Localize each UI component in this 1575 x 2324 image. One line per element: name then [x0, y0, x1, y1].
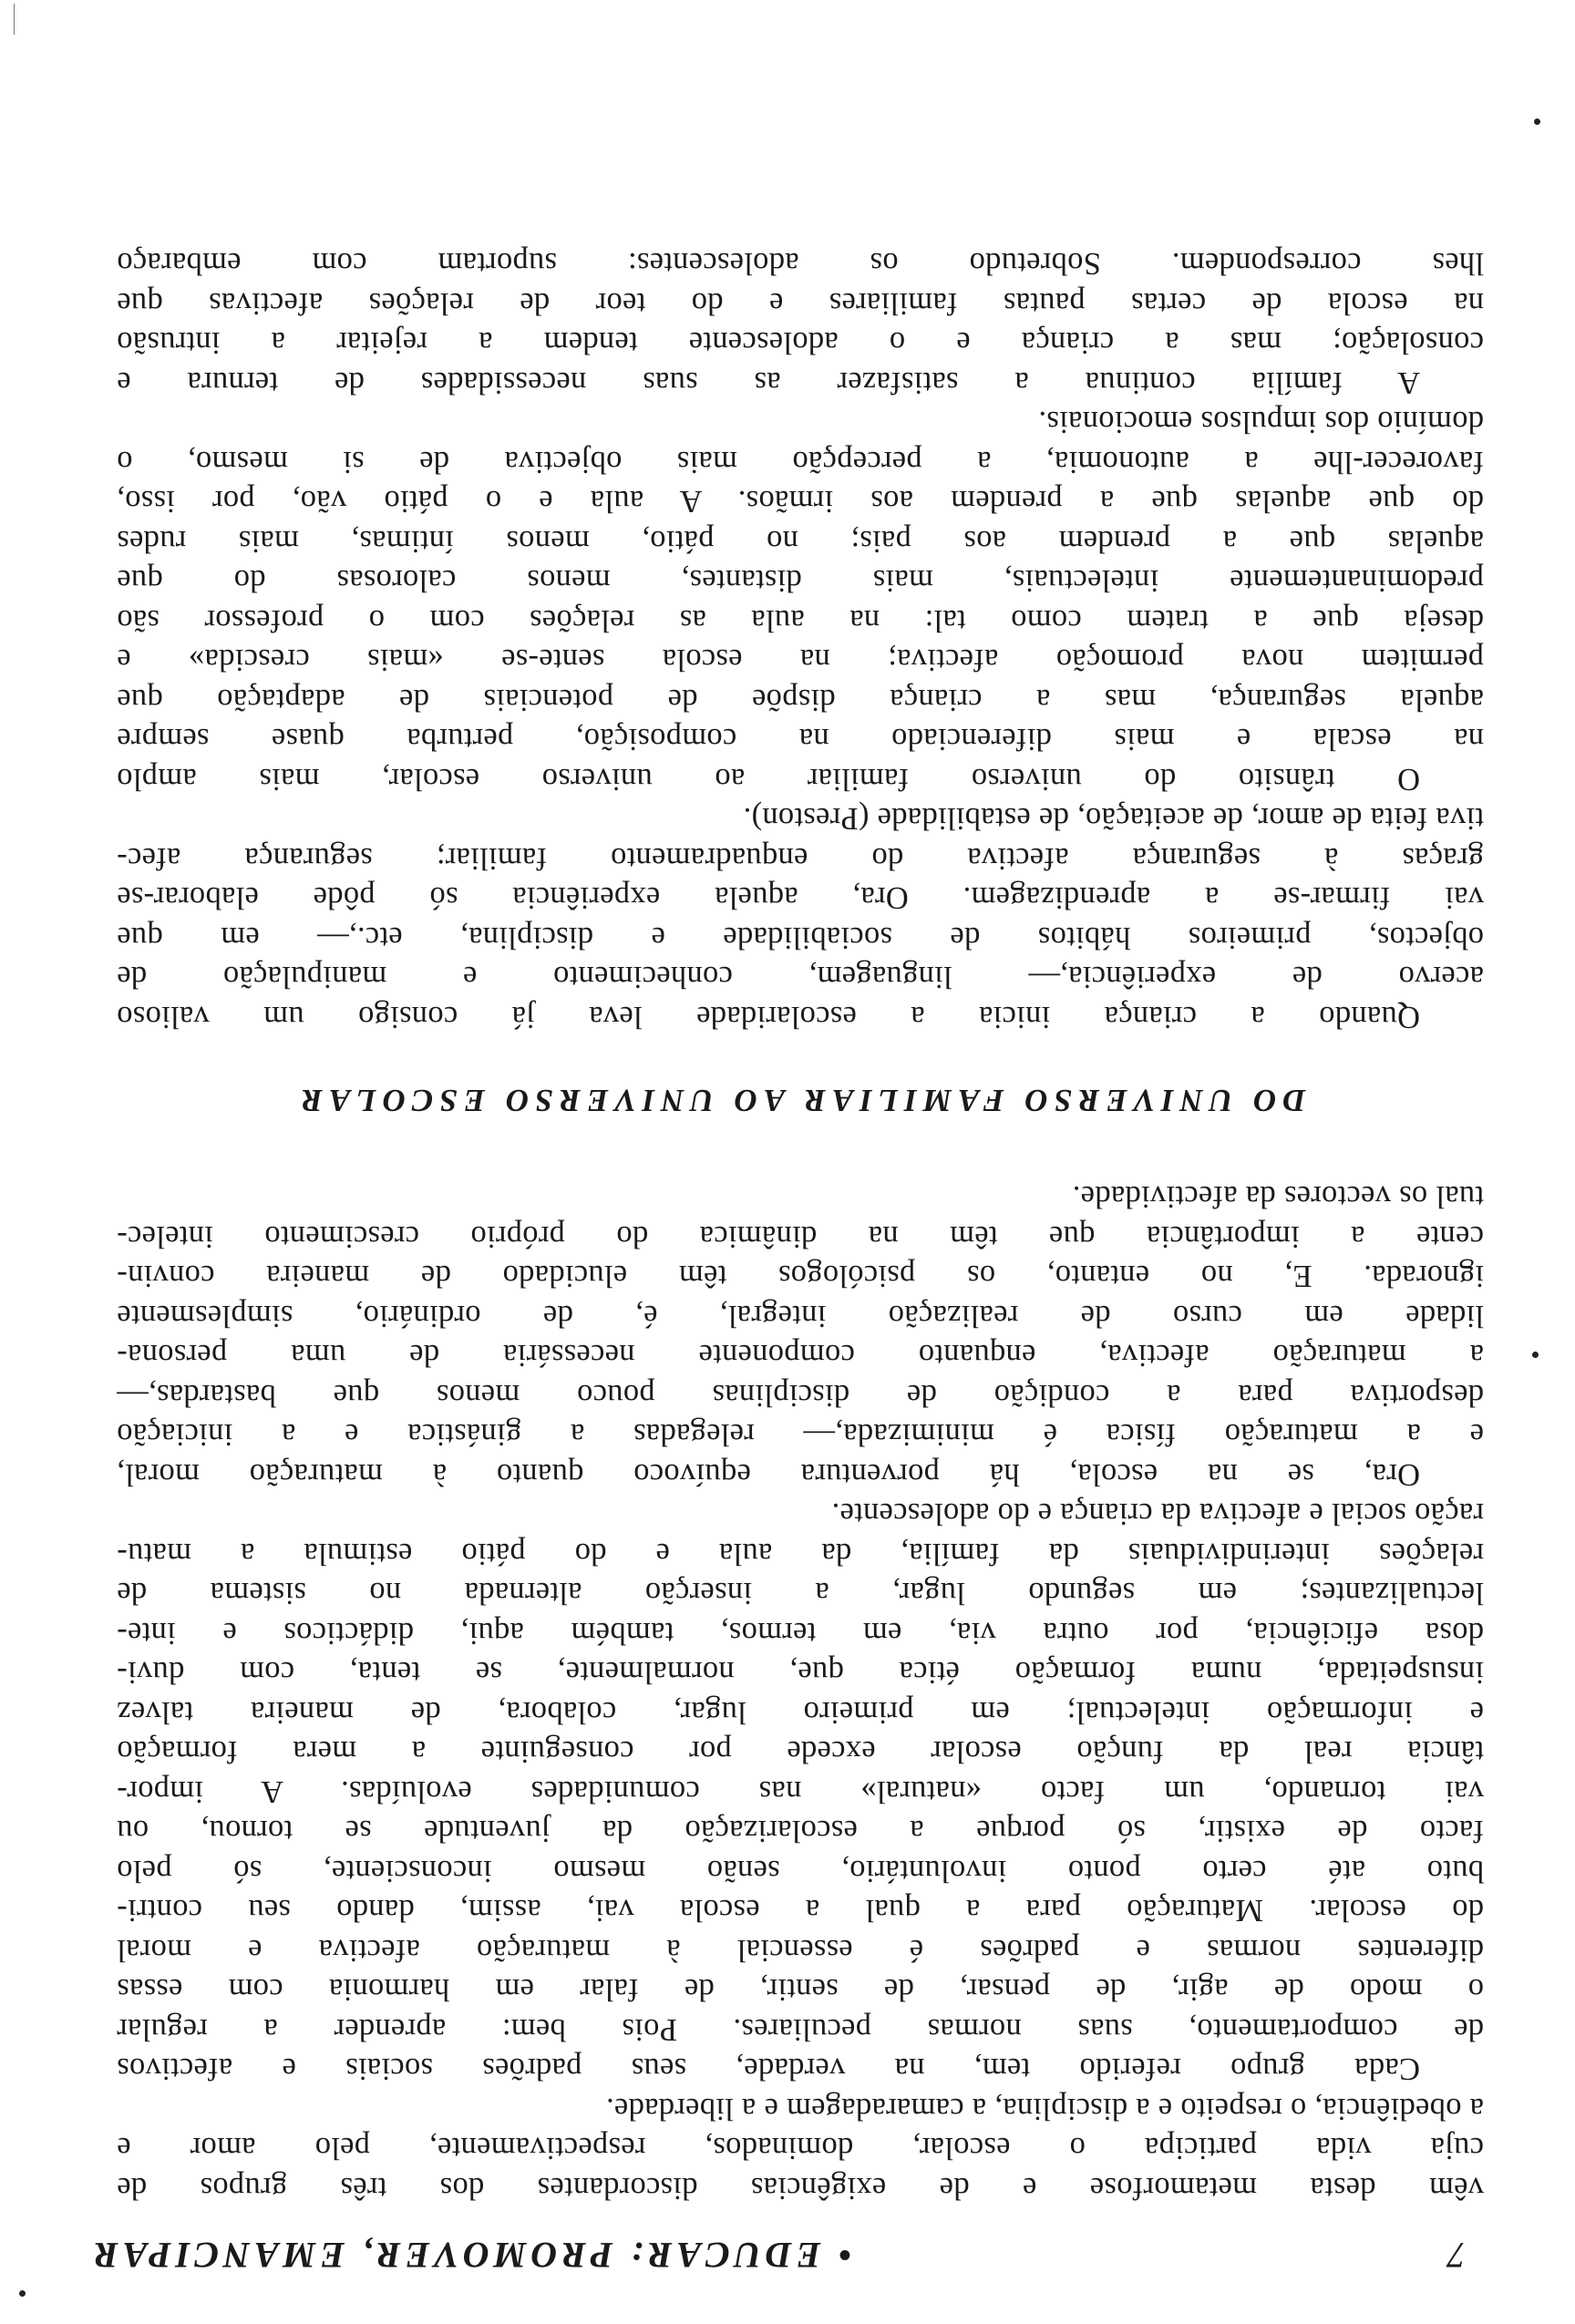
text-line: consolação; mas a criança e o adolescente tendem a rejeitar a intrusão	[117, 325, 1484, 361]
text-line: dosa eficiência, por outra via, em termos, também aqui, didácticos e inte-	[117, 1616, 1484, 1650]
margin-dot	[1532, 1352, 1539, 1358]
text-line: predominantemente intelectuais, mais distantes, menos calorosas do que	[117, 563, 1484, 599]
paragraph	[117, 243, 1484, 402]
edge-mark	[14, 4, 15, 35]
text-line: Ora, se na escola, há porventura equívoco quanto à maturação moral,	[117, 1457, 1420, 1492]
paragraph	[117, 1494, 1484, 2089]
text-line: e informação intelectual; em primeiro lugar, colabora, de maneira talvez	[117, 1695, 1484, 1730]
text-line: A família continua a satisfazer as suas necessidades de ternura e	[117, 365, 1420, 400]
text-line: acervo de experiência,— linguagem, conhecimento e manipulação de	[117, 960, 1484, 995]
text-line: na escala e mais diferenciado na composição, perturba quase sempre	[117, 722, 1484, 757]
paragraph	[117, 402, 1484, 798]
page-content	[89, 243, 1484, 2280]
text-line: do escolar. Maturação para a qual a escola vai, assim, dando seu contri-	[117, 1893, 1484, 1928]
text-line: tual os vectores da afectividade.	[1072, 1179, 1484, 1215]
text-line: facto de existir, só porque a escolarização da juventude se tornou, ou	[117, 1814, 1484, 1849]
text-line: deseja que a tratem como tal: na aula as relações com o professor são	[117, 603, 1484, 638]
text-line: O trânsito do universo familiar ao universo escolar, mais amplo	[117, 762, 1420, 797]
text-line: Quando a criança inicia a escolaridade leva já consigo um valioso	[117, 1000, 1420, 1034]
text-line: e a maturação física é minimizada,— relegadas a ginástica e a iniciação	[117, 1417, 1484, 1453]
text-line: lectualizantes; em segundo lugar, a inserção alternada no sistema de	[117, 1576, 1484, 1611]
running-head-title: • EDUCAR: PROMOVER, EMANCIPAR	[89, 2235, 852, 2276]
text-line: favorecer-lhe a autonomia, a percepção mais objectiva de si mesmo, o	[117, 445, 1484, 479]
text-line: de comportamento, suas normas peculiares. Pois bem: aprender a regular	[117, 2012, 1484, 2047]
paragraph	[117, 1177, 1484, 1494]
text-line: cuja vida participa o escolar, dominados, respectivamente, pelo amor e	[117, 2131, 1484, 2166]
text-line: vêm desta metamorfose e de exigências discordantes dos três grupos de	[117, 2171, 1484, 2206]
text-line: a maturação afectiva, enquanto componente necessária de uma persona-	[117, 1338, 1484, 1373]
text-line: tância real da função escolar excede por conseguinte a mera formação	[117, 1734, 1484, 1770]
text-line: aquelas que a prendem aos pais; no pátio, menos íntimas, mais rudes	[117, 524, 1484, 559]
text-line: cente a importância que têm na dinâmica do próprio crescimento intelec-	[117, 1219, 1484, 1254]
page-number: 7	[1443, 2235, 1466, 2276]
text-line: diferentes normas e padrões é essencial à maturação afectiva e moral	[117, 1933, 1484, 1968]
text-line: a obediência, o respeito e a disciplina, a camaradagem e a liberdade.	[605, 2092, 1484, 2126]
text-line: lhes correspondem. Sobretudo os adolescentes: suportam com embaraço	[117, 246, 1484, 282]
text-line: lidade em curso de realização integral, é, de ordinário, simplesmente	[117, 1299, 1484, 1333]
text-line: graças à segurança afectiva do enquadramento familiar; segurança afec-	[117, 841, 1484, 876]
text-line: aquela segurança, mas a criança dispõe de potenciais de adaptação que	[117, 683, 1484, 717]
text-line: ignorada. E, no entanto, os psicólogos têm elucidado de maneira convin-	[117, 1259, 1484, 1294]
text-line: domínio dos impulsos emocionais.	[1038, 405, 1484, 440]
text-line: na escola de certas pautas familiares e do teor de relações afectivas que	[117, 286, 1484, 321]
text-line: vai tornando, um facto «natural» nas comunidades evoluídas. A impor-	[117, 1774, 1484, 1809]
text-line: objectos, primeiros hábitos de sociabilidade e disciplina, etc.,— em que	[117, 920, 1484, 955]
text-line: relações interindividuais da família, da aula e do pátio estimula a matu-	[117, 1537, 1484, 1571]
text-line: ração social e afectiva da criança e do adolescente.	[831, 1496, 1484, 1532]
paragraph	[117, 2089, 1484, 2208]
running-head-title-text: EDUCAR: PROMOVER, EMANCIPAR	[89, 2235, 821, 2276]
running-head	[89, 2207, 1484, 2280]
text-line: buto até certo ponto involuntário, senão mesmo inconsciente, só pelo	[117, 1854, 1484, 1888]
paragraph	[117, 798, 1484, 1036]
text-line: vai firmar-se a aprendizagem. Ora, aquela experiência só pôde elaborar-se	[117, 880, 1484, 916]
text-line: permitem nova promoção afectiva; na escola sente-se «mais crescida» e	[117, 643, 1484, 678]
text-line: do que aquelas que a prendem aos irmãos. A aula e o pátio vão, por isso,	[117, 484, 1484, 519]
section-heading: DO UNIVERSO FAMILIAR AO UNIVERSO ESCOLAR	[294, 1083, 1306, 1118]
text-line: insuspeitada, numa formação ética que, normalmente, se tenta, com duvi-	[117, 1655, 1484, 1691]
margin-dot	[19, 2290, 26, 2297]
text-line: desportiva para a condição de disciplinas pouco menos que bastardas,—	[117, 1378, 1484, 1413]
text-line: Cada grupo referido tem, na verdade, seus padrões sociais e afectivos	[117, 2051, 1420, 2087]
text-line: o modo de agir, de pensar, de sentir, de falar em harmonia com essas	[117, 1972, 1484, 2008]
margin-dot	[1534, 118, 1540, 125]
text-line: tiva feita de amor, de aceitação, de estabilidade (Preston).	[743, 801, 1484, 837]
